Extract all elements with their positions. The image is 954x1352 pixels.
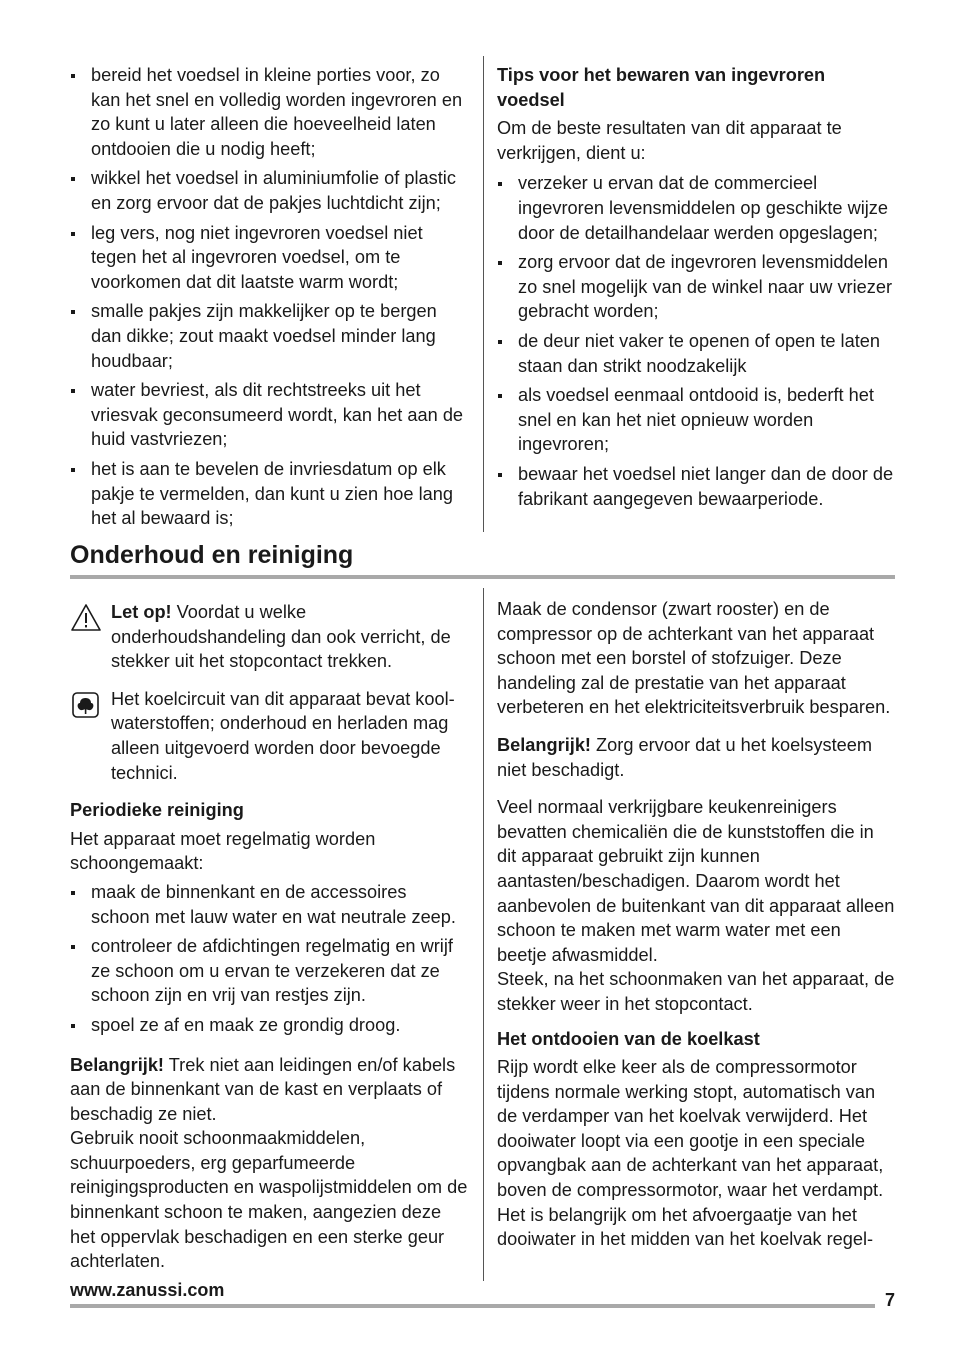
defrost-text: Rijp wordt elke keer als de compressormotor tijdens normale werking stopt, automatisch van de verdamper van het koelvak verwijderd. Het dooiwater loopt via een gootje in een speciale opvangbak aan de achterkant van het apparaat, boven de compressormotor, waar het verdampt.	[497, 1057, 884, 1201]
footer-divider	[70, 1304, 875, 1308]
column-divider	[483, 588, 484, 1281]
top-right-column	[497, 63, 895, 516]
list-item: smalle pakjes zijn makkelijker op te bergen dan dikke; zout maakt voedsel minder lang houdbaar;	[70, 299, 470, 373]
warning-triangle-icon	[70, 603, 102, 633]
list-item: de deur niet vaker te openen of open te laten staan dan strikt noodzakelijk	[497, 329, 895, 378]
freezing-tips-list	[70, 63, 470, 531]
environment-text-first: Het koelcircuit van dit apparaat bevat kool-	[111, 688, 455, 709]
environment-leaf-icon	[70, 690, 102, 720]
environment-note	[70, 687, 470, 785]
list-item: controleer de afdichtingen regelmatig en wrijf ze schoon om u ervan te verzekeren dat ze schoon zijn en vrij van restjes zijn.	[70, 934, 470, 1008]
drain-text: Het is belangrijk om het afvoergaatje van het dooiwater in het midden van het koelvak regel-	[497, 1204, 874, 1250]
periodic-cleaning-intro: Het apparaat moet regelmatig worden schoongemaakt:	[70, 828, 376, 874]
plug-text: Steek, na het schoonmaken van het apparaat, de stekker weer in het stopcontact.	[497, 969, 895, 1014]
defrost-heading: Het ontdooien van de koelkast	[497, 1028, 760, 1049]
warning-note	[70, 600, 470, 674]
warning-text-first: Voordat u welke	[171, 602, 307, 622]
frozen-food-list	[497, 171, 895, 511]
periodic-cleaning-heading: Periodieke reiniging	[70, 800, 244, 821]
periodic-cleaning-list	[70, 880, 470, 1038]
top-left-column	[70, 63, 470, 536]
environment-text-rest: waterstoffen; onderhoud en herladen mag alleen uitgevoerd worden door bevoegde technici.	[111, 713, 449, 783]
page-number: 7	[884, 1290, 895, 1310]
important-note	[70, 1053, 470, 1127]
section-divider	[70, 575, 895, 579]
bottom-left-column	[70, 600, 470, 1274]
footer-url: www.zanussi.com	[70, 1280, 225, 1300]
frozen-food-intro: Om de beste resultaten van dit apparaat te verkrijgen, dient u:	[497, 118, 842, 163]
important-label: Belangrijk!	[497, 734, 591, 755]
important-note	[497, 733, 895, 782]
list-item: zorg ervoor dat de ingevroren levensmiddelen zo snel mogelijk van de winkel naar uw vriezer gebracht worden;	[497, 250, 895, 324]
list-item: bereid het voedsel in kleine porties voor, zo kan het snel en volledig worden ingevroren en zo kunt u later alleen die hoeveelheid laten ontdooien die u nodig heeft;	[70, 63, 470, 161]
list-item: wikkel het voedsel in aluminiumfolie of plastic en zorg ervoor dat de pakjes luchtdicht zijn;	[70, 166, 470, 215]
list-item: leg vers, nog niet ingevroren voedsel niet tegen het al ingevroren voedsel, om te voorkomen dat dit laatste warm wordt;	[70, 221, 470, 295]
list-item: verzeker u ervan dat de commercieel ingevroren levensmiddelen op geschikte wijze door de detailhandelaar werden opgeslagen;	[497, 171, 895, 245]
bottom-right-column	[497, 597, 895, 1252]
warning-text-rest: onderhoudshandeling dan ook verricht, de stekker uit het stopcontact trekken.	[111, 626, 451, 672]
warning-label: Let op!	[111, 602, 172, 622]
important-label: Belangrijk!	[70, 1054, 164, 1075]
never-use-text: Gebruik nooit schoonmaakmiddelen, schuurpoeders, erg geparfumeerde reinigingsproducten en waspolijstmiddelen om de binnenkant schoon te maken, aangezien deze het oppervlak beschadigen en een sterke geur achterlaten.	[70, 1128, 468, 1272]
list-item: spoel ze af en maak ze grondig droog.	[70, 1013, 470, 1038]
condensor-text: Maak de condensor (zwart rooster) en de compressor op de achterkant van het apparaat schoon met een borstel of stofzuiger. Deze handeling zal de prestatie van het apparaat verbeteren en het elektriciteitsverbruik besparen.	[497, 599, 891, 718]
cleaners-text: Veel normaal verkrijgbare keukenreinigers bevatten chemicaliën die de kunststoffen die in dit apparaat gebruikt zijn kunnen aantasten/beschadigen. Daarom wordt het aanbevolen de buitenkant van dit apparaat alleen schoon te maken met warm water met een beetje afwasmiddel.	[497, 797, 895, 965]
list-item: als voedsel eenmaal ontdooid is, bederft het snel en kan het niet opnieuw worden ingevroren;	[497, 383, 895, 457]
list-item: bewaar het voedsel niet langer dan de door de fabrikant aangegeven bewaarperiode.	[497, 462, 895, 511]
important-text: Zorg ervoor dat u het koelsysteem niet beschadigt.	[497, 734, 873, 780]
list-item: het is aan te bevelen de invriesdatum op elk pakje te vermelden, dan kunt u zien hoe lang het al bewaard is;	[70, 457, 470, 531]
list-item: maak de binnenkant en de accessoires schoon met lauw water en wat neutrale zeep.	[70, 880, 470, 929]
list-item: water bevriest, als dit rechtstreeks uit het vriesvak geconsumeerd wordt, kan het aan de huid vastvriezen;	[70, 378, 470, 452]
column-divider	[483, 56, 484, 532]
important-text: Trek niet aan leidingen en/of kabels aan de binnenkant van de kast en verplaats of beschadig ze niet.	[70, 1054, 456, 1124]
frozen-food-heading: Tips voor het bewaren van ingevroren voedsel	[497, 65, 826, 110]
section-title: Onderhoud en reiniging	[70, 541, 354, 569]
